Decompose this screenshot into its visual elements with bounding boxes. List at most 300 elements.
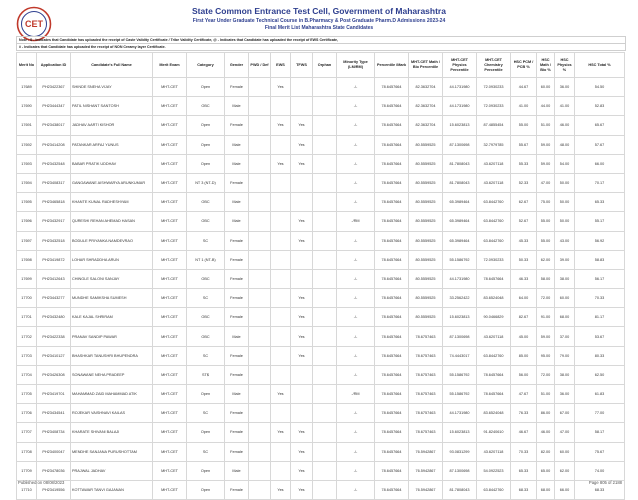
table-cell: MHT-CET	[153, 78, 187, 97]
table-cell: 57.67	[575, 135, 625, 154]
table-cell: 55.00	[537, 231, 555, 250]
table-cell: Yes	[271, 78, 291, 97]
table-cell: ST$	[187, 365, 225, 384]
table-cell: NT 1 (NT-B)	[187, 250, 225, 269]
table-cell: MHT-CET	[153, 289, 187, 308]
table-cell	[313, 193, 337, 212]
table-cell: PH23408734	[37, 423, 71, 442]
table-cell: MHT-CET	[153, 97, 187, 116]
table-cell	[313, 116, 337, 135]
table-row	[17, 423, 625, 442]
column-header: HSC PCM / PCB %	[511, 53, 537, 78]
table-cell: 17702	[17, 327, 37, 346]
table-cell	[271, 442, 291, 461]
table-cell	[249, 135, 271, 154]
table-cell: PH23422338	[37, 327, 71, 346]
table-cell: Yes	[271, 116, 291, 135]
table-cell: 80.5559525	[409, 193, 443, 212]
table-cell: 46.00	[537, 423, 555, 442]
table-cell: 78.6457664	[375, 78, 409, 97]
table-cell: 17705	[17, 385, 37, 404]
table-cell	[313, 135, 337, 154]
table-cell: 78.6457664	[375, 385, 409, 404]
table-cell: PH23419701	[37, 385, 71, 404]
table-cell: 17704	[17, 365, 37, 384]
table-cell	[313, 404, 337, 423]
column-header: MHT-CET Chemistry Percentile	[477, 53, 511, 78]
table-cell: 78.6457664	[375, 97, 409, 116]
note-line: # - Indicates that Candidate has uploaded the receipt of NON Creamy layer Certificate.	[17, 43, 625, 50]
table-cell: Yes	[291, 212, 313, 231]
table-cell: PRANAV SANDIP PAWAR	[71, 327, 153, 346]
table-cell: 41.00	[511, 97, 537, 116]
table-cell	[313, 250, 337, 269]
table-cell: 17701	[17, 308, 37, 327]
table-row	[17, 365, 625, 384]
column-header: EWS	[271, 53, 291, 78]
table-cell: 17700	[17, 289, 37, 308]
table-cell: Open	[187, 480, 225, 499]
table-cell: 78.6457664	[375, 289, 409, 308]
table-cell	[291, 404, 313, 423]
table-cell	[271, 365, 291, 384]
table-cell: 82.3632704	[409, 116, 443, 135]
column-header: MHT-CET Math / Bio Percentile	[409, 53, 443, 78]
table-cell: 52.33	[511, 173, 537, 192]
table-cell: 87.1300698	[443, 461, 477, 480]
table-cell: Male	[225, 154, 249, 173]
table-cell: Yes	[291, 423, 313, 442]
table-cell: -/-	[337, 365, 375, 384]
table-cell: 17696	[17, 212, 37, 231]
table-cell: 78.6757463	[409, 365, 443, 384]
table-cell: SC	[187, 289, 225, 308]
table-cell: PH23414208	[37, 135, 71, 154]
table-row	[17, 442, 625, 461]
table-cell: 15.6023813	[443, 116, 477, 135]
table-cell: 80.5559525	[409, 308, 443, 327]
table-cell: 51.00	[537, 116, 555, 135]
table-cell	[249, 442, 271, 461]
table-cell	[313, 289, 337, 308]
table-cell: Female	[225, 308, 249, 327]
table-cell: 78.6457664	[375, 327, 409, 346]
table-cell: 15.6023813	[443, 308, 477, 327]
table-row	[17, 269, 625, 288]
table-cell: 43.6207118	[477, 173, 511, 192]
table-cell	[249, 154, 271, 173]
table-cell: JADHAV AARTI KISHOR	[71, 116, 153, 135]
table-cell: Open	[187, 135, 225, 154]
table-cell: OBC	[187, 97, 225, 116]
table-row	[17, 346, 625, 365]
table-cell: OBC	[187, 269, 225, 288]
table-cell: -/-	[337, 135, 375, 154]
table-cell: 83.6524048	[477, 404, 511, 423]
table-cell: 47.00	[555, 423, 575, 442]
table-cell: Female	[225, 480, 249, 499]
table-cell	[313, 78, 337, 97]
table-cell: 50.00	[555, 173, 575, 192]
table-cell: 78.6757463	[409, 327, 443, 346]
merit-list-table	[16, 52, 625, 500]
table-cell: Yes	[271, 480, 291, 499]
table-cell: 60.00	[555, 289, 575, 308]
table-cell: 50.00	[555, 193, 575, 212]
table-cell: 46.67	[511, 423, 537, 442]
column-header: Orphan	[313, 53, 337, 78]
table-cell: 66.00	[575, 154, 625, 173]
table-cell	[249, 97, 271, 116]
table-cell: 59.00	[537, 135, 555, 154]
table-cell: Female	[225, 78, 249, 97]
table-cell: 78.6457664	[375, 250, 409, 269]
table-cell: 74.4443017	[443, 346, 477, 365]
table-cell	[249, 404, 271, 423]
table-cell: 62.50	[575, 365, 625, 384]
table-cell: 43.6207118	[477, 442, 511, 461]
table-cell: 44.1731980	[443, 404, 477, 423]
table-cell: 87.1300698	[443, 327, 477, 346]
table-cell: 81.17	[575, 308, 625, 327]
table-cell: Yes	[291, 154, 313, 173]
table-cell	[271, 346, 291, 365]
table-cell: MHT-CET	[153, 250, 187, 269]
table-cell: LOHAR SHRADDHA ARUN	[71, 250, 153, 269]
table-cell: 72.00	[537, 289, 555, 308]
table-cell: Female	[225, 269, 249, 288]
table-cell: KHANTE KUNAL RADHESHYAM	[71, 193, 153, 212]
table-cell: 78.6457664	[477, 269, 511, 288]
table-cell: ROJEKAR VAISHNAVI KAILAS	[71, 404, 153, 423]
table-cell: Yes	[271, 154, 291, 173]
table-cell: PH23438017	[37, 116, 71, 135]
table-cell	[249, 423, 271, 442]
table-cell: 58.00	[537, 269, 555, 288]
table-cell: 79.00	[555, 346, 575, 365]
table-cell: PH23408317	[37, 173, 71, 192]
table-cell: MHT-CET	[153, 308, 187, 327]
table-cell: Male	[225, 193, 249, 212]
table-cell: -/-	[337, 78, 375, 97]
table-cell: 55.17	[575, 212, 625, 231]
table-cell: Male	[225, 461, 249, 480]
table-cell	[313, 231, 337, 250]
table-cell	[313, 480, 337, 499]
table-cell: Female	[225, 442, 249, 461]
table-cell: 17698	[17, 250, 37, 269]
table-cell	[249, 231, 271, 250]
table-cell: 78.6457664	[375, 404, 409, 423]
table-cell: Open	[187, 154, 225, 173]
table-cell: 17697	[17, 231, 37, 250]
table-cell: -/-	[337, 423, 375, 442]
table-cell	[249, 212, 271, 231]
table-cell: Yes	[291, 308, 313, 327]
table-cell: 38.00	[555, 365, 575, 384]
table-cell: 78.6457664	[375, 212, 409, 231]
table-cell: MHT-CET	[153, 461, 187, 480]
table-cell: -/-	[337, 289, 375, 308]
table-cell	[313, 365, 337, 384]
table-cell: 65.3989464	[443, 231, 477, 250]
table-row	[17, 97, 625, 116]
table-cell: 78.6457664	[375, 365, 409, 384]
table-cell: 78.6457664	[375, 423, 409, 442]
table-cell: 60.00	[555, 442, 575, 461]
table-cell	[313, 327, 337, 346]
table-cell: -/-	[337, 173, 375, 192]
table-cell: 76.5942867	[409, 442, 443, 461]
table-cell: 77.00	[575, 404, 625, 423]
table-cell: -/-	[337, 116, 375, 135]
table-cell: Male	[225, 327, 249, 346]
table-row	[17, 461, 625, 480]
column-header: HSC Math / Bio %	[537, 53, 555, 78]
table-cell: 63.8442760	[477, 346, 511, 365]
table-row	[17, 385, 625, 404]
table-cell: -/-	[337, 404, 375, 423]
table-cell: 45.33	[511, 231, 537, 250]
table-cell	[271, 97, 291, 116]
table-cell	[291, 385, 313, 404]
table-cell: 78.6757463	[409, 385, 443, 404]
table-cell: 38.00	[555, 269, 575, 288]
table-cell: MHT-CET	[153, 212, 187, 231]
table-cell: SHINDE SNEHA VIJAY	[71, 78, 153, 97]
table-cell: 72.0930233	[477, 78, 511, 97]
table-cell: 78.6457664	[477, 365, 511, 384]
table-cell: 80.33	[575, 346, 625, 365]
table-cell: Male	[225, 212, 249, 231]
table-cell: 50.33	[511, 250, 537, 269]
table-cell: 65.00	[537, 461, 555, 480]
table-cell: -/-	[337, 442, 375, 461]
table-cell: 86.00	[537, 404, 555, 423]
table-cell: SC	[187, 442, 225, 461]
table-cell	[249, 480, 271, 499]
table-cell	[271, 212, 291, 231]
table-cell: 60.00	[537, 78, 555, 97]
table-cell	[249, 308, 271, 327]
table-cell: PH23410127	[37, 346, 71, 365]
table-cell: 64.00	[511, 289, 537, 308]
table-cell: -/-	[337, 308, 375, 327]
column-header: HSC Total %	[575, 53, 625, 78]
table-cell: MHT-CET	[153, 423, 187, 442]
table-cell: PRAJWAL JADHAV	[71, 461, 153, 480]
table-cell: Yes	[291, 461, 313, 480]
table-cell: 17708	[17, 442, 37, 461]
table-cell: 81.7808043	[443, 154, 477, 173]
table-cell: PH23400047	[37, 442, 71, 461]
column-header: MHT-CET Physics Percentile	[443, 53, 477, 78]
table-cell: 43.6207118	[477, 154, 511, 173]
table-cell	[271, 461, 291, 480]
table-cell: 68.33	[511, 480, 537, 499]
table-cell	[291, 193, 313, 212]
table-cell: -/-	[337, 250, 375, 269]
table-cell	[291, 97, 313, 116]
table-cell	[249, 461, 271, 480]
table-cell: 78.6757463	[409, 423, 443, 442]
table-cell: 17690	[17, 97, 37, 116]
table-cell	[249, 269, 271, 288]
table-cell: 70.33	[575, 289, 625, 308]
table-row	[17, 289, 625, 308]
table-cell: 17699	[17, 269, 37, 288]
table-cell: 78.6457664	[375, 480, 409, 499]
table-cell: MHT-CET	[153, 442, 187, 461]
table-cell: 90.0466829	[477, 308, 511, 327]
table-cell: PH23422367	[37, 78, 71, 97]
table-cell: Open	[187, 423, 225, 442]
table-cell	[249, 346, 271, 365]
table-cell: -/-	[337, 346, 375, 365]
table-cell: 91.00	[537, 308, 555, 327]
table-cell: 59.00	[537, 327, 555, 346]
table-cell: 55.00	[537, 212, 555, 231]
column-header: Percentile /Mark	[375, 53, 409, 78]
table-cell: 33.2562422	[443, 289, 477, 308]
table-cell: 68.00	[555, 308, 575, 327]
column-header: Merit No	[17, 53, 37, 78]
table-cell: MHT-CET	[153, 480, 187, 499]
table-cell: -/-	[337, 231, 375, 250]
table-cell	[271, 327, 291, 346]
table-cell	[291, 269, 313, 288]
table-cell: 55.1586792	[443, 365, 477, 384]
table-cell: KOTTAWAR TANVI GAJANAN	[71, 480, 153, 499]
table-cell: OBC	[187, 193, 225, 212]
table-cell	[271, 231, 291, 250]
table-row	[17, 154, 625, 173]
table-cell: 17707	[17, 423, 37, 442]
table-cell: 82.00	[537, 442, 555, 461]
table-cell: 78.6457664	[375, 269, 409, 288]
page-number: Page 805 of 2188	[588, 480, 622, 485]
table-cell: 76.5942867	[409, 480, 443, 499]
table-cell: 81.7808043	[443, 480, 477, 499]
table-cell: Female	[225, 250, 249, 269]
table-cell: MHT-CET	[153, 404, 187, 423]
table-cell: 62.67	[511, 193, 537, 212]
table-cell: MHT-CET	[153, 193, 187, 212]
table-cell: 36.00	[555, 385, 575, 404]
table-row	[17, 480, 625, 499]
table-cell: BHASHKAR TANUSHRI BHUPENDRA	[71, 346, 153, 365]
table-cell: BODULE PRIYANKA NAMDEVRAO	[71, 231, 153, 250]
table-cell: 50.00	[555, 212, 575, 231]
table-cell: 56.00	[511, 365, 537, 384]
table-cell: SC	[187, 404, 225, 423]
table-cell: 80.5559525	[409, 289, 443, 308]
table-cell: BABAR PRATIK UDDHAV	[71, 154, 153, 173]
table-cell: PH23412643	[37, 269, 71, 288]
table-cell: MAHAMMAD ZAID MAHAMMAD ATIK	[71, 385, 153, 404]
table-cell: PATIL NISHANT SANTOSH	[71, 97, 153, 116]
table-cell: 52.83	[575, 97, 625, 116]
table-cell: 45.00	[511, 327, 537, 346]
table-cell: 52.67	[511, 212, 537, 231]
table-cell: 55.1586792	[443, 250, 477, 269]
table-cell: 65.33	[575, 193, 625, 212]
table-cell	[271, 404, 291, 423]
table-cell: 55.33	[511, 154, 537, 173]
table-cell: Female	[225, 365, 249, 384]
svg-text:CET: CET	[25, 19, 43, 29]
table-cell: Female	[225, 346, 249, 365]
table-cell: Open	[187, 78, 225, 97]
table-cell: 70.17	[575, 173, 625, 192]
table-body	[17, 78, 625, 500]
table-cell: 78.6457664	[375, 193, 409, 212]
table-cell: 80.5559525	[409, 212, 443, 231]
table-cell	[313, 423, 337, 442]
list-name: Final Merit List Maharashtra State Candidates	[264, 25, 374, 31]
table-cell: 78.6457664	[375, 116, 409, 135]
table-cell: 58.17	[575, 423, 625, 442]
table-cell	[313, 269, 337, 288]
table-cell: 78.6457664	[375, 461, 409, 480]
table-cell: MHT-CET	[153, 135, 187, 154]
table-cell: 68.33	[575, 480, 625, 499]
table-cell: -/RM	[337, 385, 375, 404]
table-row	[17, 231, 625, 250]
page-subtitle: First Year Under Graduate Technical Course in B.Pharmacy & Post Graduate Pharm.D Admissions 2023-24	[192, 18, 446, 24]
table-cell: PH23432518	[37, 231, 71, 250]
table-cell: Female	[225, 116, 249, 135]
table-cell	[249, 116, 271, 135]
table-cell: Male	[225, 135, 249, 154]
table-cell: 83.6524048	[477, 289, 511, 308]
table-cell	[271, 173, 291, 192]
table-cell: 65.3989464	[443, 212, 477, 231]
table-cell: Yes	[271, 385, 291, 404]
table-cell: Female	[225, 423, 249, 442]
table-cell: -/-	[337, 461, 375, 480]
table-cell: 78.6457664	[375, 346, 409, 365]
table-cell: PATANKAR ARFAJ YUNUS	[71, 135, 153, 154]
table-cell: 72.00	[537, 365, 555, 384]
table-cell: 43.00	[555, 231, 575, 250]
column-header: PWD / Def	[249, 53, 271, 78]
table-cell: -/-	[337, 193, 375, 212]
table-cell: 72.0930233	[477, 250, 511, 269]
table-cell: MHT-CET	[153, 116, 187, 135]
table-cell	[291, 78, 313, 97]
table-cell: 82.67	[511, 308, 537, 327]
table-cell: NT 3 (NT-D)	[187, 173, 225, 192]
table-cell: Yes	[291, 327, 313, 346]
table-cell: 61.83	[575, 385, 625, 404]
table-cell: 17710	[17, 480, 37, 499]
notes-box	[16, 36, 626, 51]
table-cell	[249, 250, 271, 269]
table-cell	[249, 78, 271, 97]
table-cell: 44.67	[511, 78, 537, 97]
table-cell: 56.17	[575, 269, 625, 288]
table-cell: MHT-CET	[153, 173, 187, 192]
table-cell: PH23434541	[37, 404, 71, 423]
table-cell: 78.6457664	[375, 135, 409, 154]
table-cell: Open	[187, 461, 225, 480]
table-cell: MHT-CET	[153, 365, 187, 384]
table-cell	[271, 308, 291, 327]
table-cell: OBC	[187, 308, 225, 327]
column-header: Merit Exam	[153, 53, 187, 78]
table-cell: 54.0922523	[477, 461, 511, 480]
